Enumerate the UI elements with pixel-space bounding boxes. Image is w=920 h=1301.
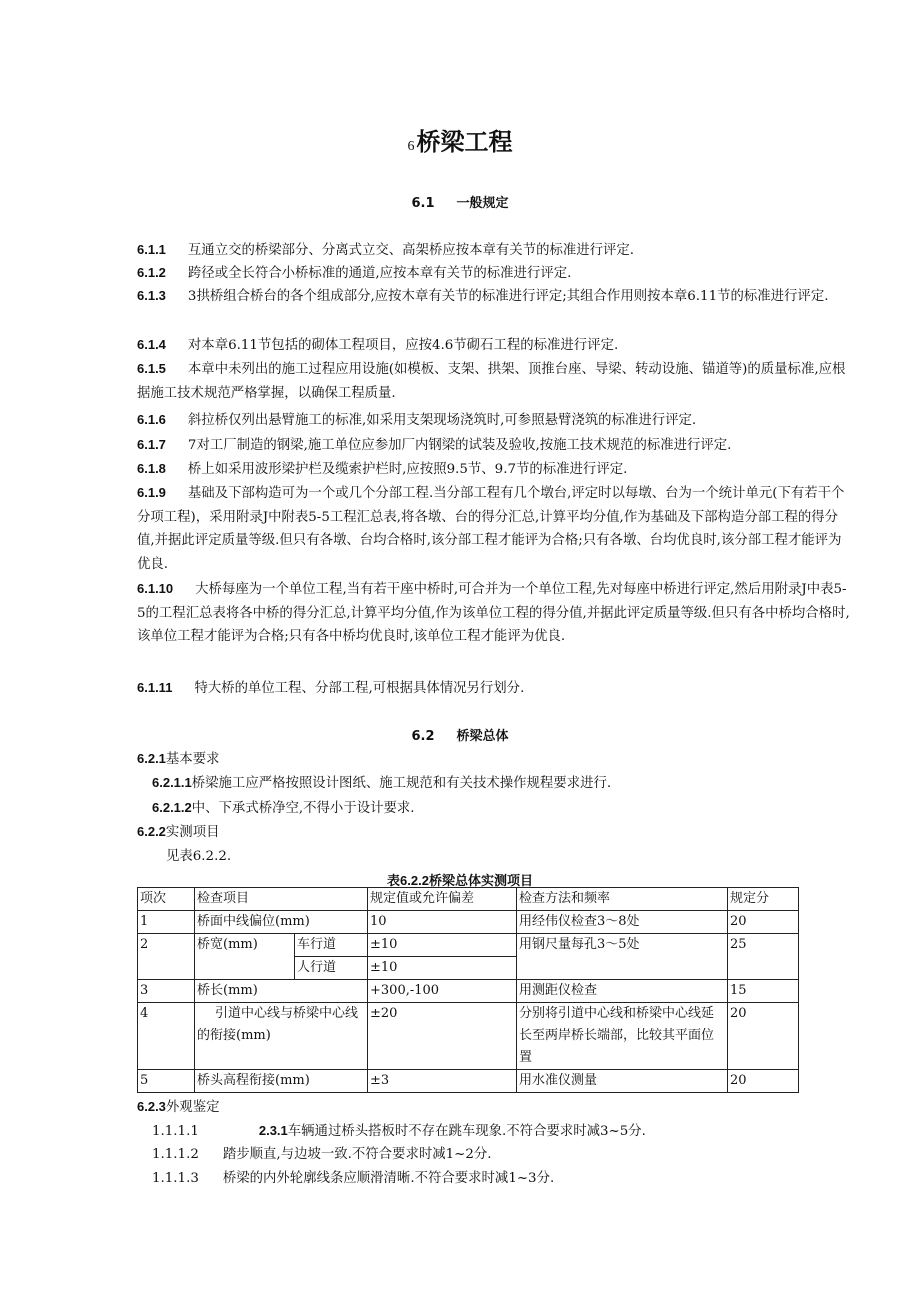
- table-cell: 20: [728, 1003, 799, 1070]
- header-cell: 项次: [138, 888, 195, 911]
- clause-number: 6.2.1.2: [152, 800, 192, 815]
- clause-text: 特大桥的单位工程、分部工程,可根据具体情况另行划分.: [194, 681, 525, 696]
- table-cell: 10: [368, 911, 517, 934]
- item-subnumber: 2.3.1: [258, 1123, 288, 1138]
- clause-number: 6.1.7: [137, 437, 166, 452]
- appearance-item-2: [152, 1143, 492, 1166]
- clause-number: 6.1.10: [137, 581, 174, 596]
- inspection-table: [137, 887, 799, 1093]
- appearance-item-1: [152, 1119, 646, 1143]
- header-cell: 规定分: [728, 888, 799, 911]
- section-title: 一般规定: [456, 196, 509, 211]
- table-cell: ±10: [368, 957, 517, 980]
- clause-6-2-1-1: [152, 771, 611, 795]
- table-cell: 车行道: [295, 934, 368, 957]
- clause-6-1-5: [137, 357, 852, 405]
- table-cell: 15: [728, 980, 799, 1003]
- clause-6-2-1-2: [152, 796, 415, 820]
- table-cell: 人行道: [295, 957, 368, 980]
- clause-6-1-4: [137, 333, 852, 358]
- appearance-item-3: [152, 1167, 554, 1190]
- clause-number: 6.2.1.1: [152, 775, 192, 790]
- chapter-title-text: 桥梁工程: [416, 128, 513, 156]
- clause-6-1-1: [137, 238, 852, 263]
- clause-6-1-9: [137, 481, 852, 576]
- table-row: [138, 911, 799, 934]
- clause-number: 6.1.9: [137, 485, 166, 500]
- clause-number: 6.1.8: [137, 461, 166, 476]
- clause-number: 6.1.1: [137, 242, 166, 257]
- table-cell: 桥长(mm): [195, 980, 368, 1003]
- clause-number: 6.1.4: [137, 337, 166, 352]
- table-cell: 20: [728, 1070, 799, 1093]
- item-text: 车辆通过桥头搭板时不存在跳车现象.不符合要求时减3~5分.: [287, 1124, 646, 1139]
- item-number: 1.1.1.2: [152, 1147, 199, 1162]
- table-cell: 4: [138, 1003, 195, 1070]
- table-cell: 引道中心线与桥梁中心线的衔接(mm): [195, 1003, 368, 1070]
- table-cell: 分别将引道中心线和桥梁中心线延长至两岸桥长端部，比较其平面位置: [517, 1003, 728, 1070]
- subsection-6-2-2: [137, 820, 219, 844]
- clause-text: 桥梁施工应严格按照设计图纸、施工规范和有关技术操作规程要求进行.: [191, 776, 612, 791]
- table-cell: 用经伟仪检查3～8处: [517, 911, 728, 934]
- clause-6-1-6: [137, 408, 852, 433]
- section-number: 6.2: [411, 729, 435, 744]
- see-table-note: 见表6.2.2.: [166, 849, 232, 864]
- clause-text: 桥上如采用波形梁护栏及缆索护栏时,应按照9.5节、9.7节的标准进行评定.: [187, 462, 628, 477]
- section-number: 6.1: [411, 196, 435, 211]
- clause-number: 6.1.3: [137, 288, 166, 303]
- section-title: 桥梁总体: [456, 729, 509, 744]
- subsection-6-2-1: [137, 747, 219, 771]
- clause-6-1-7: [137, 433, 852, 458]
- clause-6-1-2: [137, 261, 852, 286]
- table-cell: 桥宽(mm): [195, 934, 295, 980]
- section-6-1-heading: [0, 192, 920, 211]
- clause-6-1-3: [137, 284, 852, 309]
- clause-text: 7对工厂制造的钢梁,施工单位应参加厂内钢梁的试装及验收,按施工技术规范的标准进行评定.: [187, 438, 732, 453]
- table-cell: 3: [138, 980, 195, 1003]
- table-row: [138, 1003, 799, 1070]
- table-cell: 桥头高程衔接(mm): [195, 1070, 368, 1093]
- clause-text: 大桥每座为一个单位工程,当有若干座中桥时,可合并为一个单位工程,先对每座中桥进行评定,然后用附录J中表5-5的工程汇总表将各中桥的得分汇总,计算平均分值,作为该单位工程的得分值,并据此评定质量等级.但只有各中桥均合格时,该单位工程才能评为合格;只有各中桥均优良时,该单位工程才能评为优良.: [137, 582, 850, 644]
- clause-text: 对本章6.11节包括的砌体工程项目，应按4.6节砌石工程的标准进行评定.: [187, 338, 619, 353]
- table-cell: 20: [728, 911, 799, 934]
- table-cell: 用测距仪检查: [517, 980, 728, 1003]
- clause-number: 6.1.11: [137, 680, 173, 695]
- subsection-number: 6.2.3: [137, 1099, 166, 1114]
- item-text: 踏步顺直,与边坡一致.不符合要求时减1~2分.: [222, 1147, 492, 1162]
- header-cell: 检查项目: [195, 888, 368, 911]
- clause-text: 本章中未列出的施工过程应用设施(如模板、支架、拱架、顶推台座、导梁、转动设施、锚道等)的质量标准,应根据施工技术规范严格掌握，以确保工程质量.: [137, 362, 846, 401]
- subsection-title: 外观鉴定: [165, 1100, 220, 1115]
- clause-text: 互通立交的桥梁部分、分离式立交、高架桥应按本章有关节的标准进行评定.: [187, 243, 635, 258]
- clause-number: 6.1.5: [137, 361, 166, 376]
- item-text: 桥梁的内外轮廓线条应顺滑清晰.不符合要求时减1~3分.: [222, 1171, 555, 1186]
- clause-text: 斜拉桥仅列出悬臂施工的标准,如采用支架现场浇筑时,可参照悬臂浇筑的标准进行评定.: [187, 413, 697, 428]
- clause-6-1-11: [137, 676, 852, 701]
- subsection-title: 基本要求: [165, 752, 220, 767]
- clause-6-1-8: [137, 457, 852, 482]
- table-cell: ±20: [368, 1003, 517, 1070]
- table-cell: 桥面中线偏位(mm): [195, 911, 368, 934]
- clause-6-1-10: [137, 577, 852, 649]
- table-row: [138, 980, 799, 1003]
- item-number: 1.1.1.3: [152, 1171, 199, 1186]
- clause-text: 基础及下部构造可为一个或几个分部工程.当分部工程有几个墩台,评定时以每墩、台为一个统计单元(下有若干个分项工程)，采用附录J中附表5-5工程汇总表,将各墩、台的得分汇总,计算平均分值,作为基础及下部构造分部工程的得分值,并据此评定质量等级.但只有各墩、台均合格时,该分部工程才能评为合格;只有各墩、台均优良时,该分部工程才能评为优良.: [137, 486, 845, 572]
- header-cell: 规定值或允许偏差: [368, 888, 517, 911]
- chapter-title: [0, 122, 920, 157]
- table-cell: ±3: [368, 1070, 517, 1093]
- clause-text: 中、下承式桥净空,不得小于设计要求.: [191, 801, 415, 816]
- table-cell: ±10: [368, 934, 517, 957]
- table-cell: 25: [728, 934, 799, 980]
- table-cell: 用水准仪测量: [517, 1070, 728, 1093]
- table-cell: 用钢尺量每孔3～5处: [517, 934, 728, 980]
- header-cell: 检查方法和频率: [517, 888, 728, 911]
- clause-text: 3拱桥组合桥台的各个组成部分,应按木章有关节的标准进行评定;其组合作用则按本章6.11节的标准进行评定.: [187, 289, 829, 304]
- section-6-2-heading: [0, 725, 920, 744]
- clause-number: 6.1.6: [137, 412, 166, 427]
- subsection-number: 6.2.1: [137, 751, 166, 766]
- table-row: [138, 934, 799, 957]
- table-row: [138, 1070, 799, 1093]
- clause-text: 跨径或全长符合小桥标准的通道,应按本章有关节的标准进行评定.: [187, 266, 572, 281]
- table-cell: 5: [138, 1070, 195, 1093]
- subsection-number: 6.2.2: [137, 824, 166, 839]
- subsection-title: 实测项目: [165, 825, 220, 840]
- table-cell: 1: [138, 911, 195, 934]
- subsection-6-2-3: [137, 1095, 219, 1119]
- clause-number: 6.1.2: [137, 265, 166, 280]
- table-cell: +300,-100: [368, 980, 517, 1003]
- table-header-row: [138, 888, 799, 911]
- table-cell: 2: [138, 934, 195, 980]
- item-number: 1.1.1.1: [152, 1124, 199, 1139]
- table-caption: 表6.2.2桥梁总体实测项目: [387, 873, 533, 888]
- chapter-number: 6: [407, 139, 415, 154]
